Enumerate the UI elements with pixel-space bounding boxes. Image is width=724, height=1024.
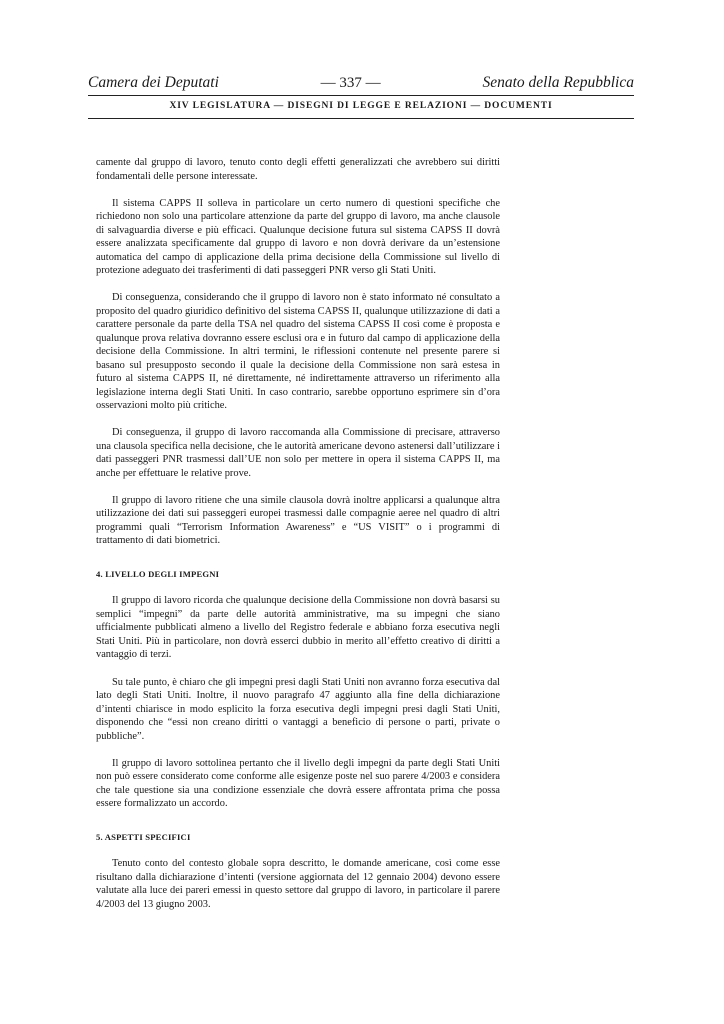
header-subtitle: XIV LEGISLATURA — DISEGNI DI LEGGE E RELAZIONI — DOCUMENTI [169, 101, 553, 111]
page-header [88, 74, 634, 92]
header-rule-top [88, 95, 634, 96]
paragraph: Il gruppo di lavoro ritiene che una simile clausola dovrà inoltre applicarsi a qualunque altra utilizzazione dei dati sui passeggeri europei trasmessi dalle compagnie aeree nel quadro di altri programmi quali “Terrorism Information Awareness” e “US VISIT” o i programmi di trattamento di dati biometrici. [96, 494, 500, 547]
paragraph: Il sistema CAPPS II solleva in particolare un certo numero di questioni specifiche che richiedono non solo una particolare attenzione da parte del gruppo di lavoro, ma anche clausole di salvaguardia diverse e più efficaci. Qualunque decisione futura sul sistema CAPSS II dovrà essere analizzata specificamente dal gruppo di lavoro e non dovrà derivare da un’estensione automatica del campo di applicazione della prima decisione della Commissione sul livello di protezione adeguato dei trasferimenti di dati passeggeri PNR verso gli Stati Uniti. [96, 197, 500, 277]
header-senate: Senato della Repubblica [482, 74, 634, 91]
section-heading: 5. ASPETTI SPECIFICI [96, 831, 191, 842]
header-rule-bottom [88, 118, 634, 119]
paragraph: camente dal gruppo di lavoro, tenuto conto degli effetti generalizzati che avrebbero sui diritti fondamentali delle persone interessate. [96, 157, 500, 182]
paragraph: Di conseguenza, il gruppo di lavoro raccomanda alla Commissione di precisare, attraverso una clausola specifica nella decisione, che le autorità americane devono astenersi dall’utilizzare i dati passeggeri PNR trasmessi dall’UE non solo per mettere in opera il sistema CAPPS II, ma anche per effettuare le relative prove. [96, 427, 500, 479]
paragraph: Il gruppo di lavoro ricorda che qualunque decisione della Commissione non dovrà basarsi su semplici “impegni” da parte delle autorità amministrative, ma su impegni che siano ufficialmente pubblicati almeno a livello del Registro federale e abbiano forza esecutiva negli Stati Uniti. Più in particolare, non dovrà esserci dubbio in merito all’effetto creativo di diritti a vantaggio di terzi. [96, 595, 500, 661]
paragraph: Su tale punto, è chiaro che gli impegni presi dagli Stati Uniti non avranno forza esecutiva dal lato degli Stati Uniti. Inoltre, il nuovo paragrafo 47 aggiunto alla fine della dichiarazione d’intenti chiarisce in modo esplicito la forza esecutiva degli impegni presi dagli Stati Uniti, disponendo che “essi non creano diritti o vantaggi a beneficio di persone o parti, private o pubbliche”. [96, 676, 500, 742]
document-body [96, 156, 500, 911]
paragraph: Di conseguenza, considerando che il gruppo di lavoro non è stato informato né consultato a proposito del quadro giuridico definitivo del sistema CAPSS II, qualunque utilizzazione di dati a carattere personale da parte della TSA nel quadro del sistema CAPSS II così come è proposta e qualunque prova relativa dovranno essere esclusi ora e in futuro dal campo di applicazione della decisione della Commissione. In altri termini, le riflessioni contenute nel presente parere si basano sul presupposto secondo il quale la decisione della Commissione non sarà estesa in futuro al sistema CAPPS II, né direttamente, né indirettamente attraverso un riferimento alla legislazione interna degli Stati Uniti. In caso contrario, sarebbe opportuno esprimere sin d’ora osservazioni molto più critiche. [96, 292, 500, 412]
header-chamber: Camera dei Deputati [88, 74, 219, 91]
paragraph: Tenuto conto del contesto globale sopra descritto, le domande americane, così come esse risultano dalla dichiarazione d’intenti (versione aggiornata del 12 gennaio 2004) devono essere valutate alla luce dei pareri emessi in questo settore dal gruppo di lavoro, in particolare il parere 4/2003 del 13 giugno 2003. [96, 858, 500, 910]
paragraph: Il gruppo di lavoro sottolinea pertanto che il livello degli impegni da parte degli Stati Uniti non può essere considerato come conforme alle esigenze poste nel suo parere 4/2003 e considera che tale questione sia una condizione essenziale che dovrà essere affrontata prima che possa essere formalizzato un accordo. [96, 757, 500, 810]
page-number: — 337 — [320, 75, 381, 91]
section-heading: 4. LIVELLO DEGLI IMPEGNI [96, 568, 220, 579]
